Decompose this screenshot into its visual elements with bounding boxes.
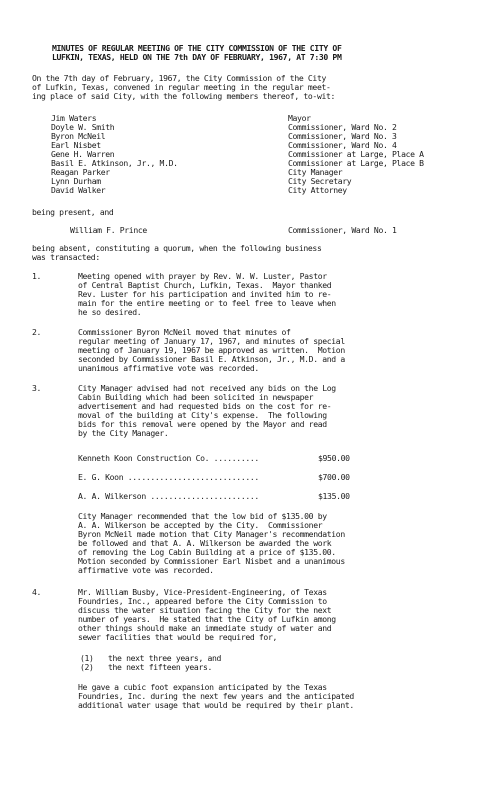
item-3-line: advertisement and had requested bids on the cost for re- <box>78 401 332 411</box>
member-name: Jim Waters <box>51 113 97 123</box>
member-title: City Manager <box>288 167 343 177</box>
item-number: 2. <box>32 327 42 337</box>
item-3-followup-line: be followed and that A. A. Wilkerson be awarded the work <box>78 538 332 548</box>
member-title: City Attorney <box>288 185 347 195</box>
item-1-line: main for the entire meeting or to feel free to leave when <box>78 298 336 308</box>
absent-member-name: William F. Prince <box>70 225 147 235</box>
member-title: City Secretary <box>288 176 352 186</box>
item-3-followup-line: of removing the Log Cabin Building at a price of $135.00. <box>78 547 336 557</box>
member-title: Commissioner, Ward No. 4 <box>288 140 397 150</box>
bid-amount: $950.00 <box>318 453 350 463</box>
bid-amount: $700.00 <box>318 472 350 482</box>
minutes-heading-line-1: MINUTES OF REGULAR MEETING OF THE CITY COMMISSION OF THE CITY OF <box>52 43 342 53</box>
quorum-line: being absent, constituting a quorum, when the following business <box>32 243 322 253</box>
member-title: Mayor <box>288 113 311 123</box>
item-1-line: he so desired. <box>78 307 142 317</box>
item-3-followup-line: Byron McNeil made motion that City Manager's recommendation <box>78 529 345 539</box>
item-4-tail-line: He gave a cubic foot expansion anticipated by the Texas <box>78 682 327 692</box>
item-2-line: unanimous affirmative vote was recorded. <box>78 363 259 373</box>
being-present-text: being present, and <box>32 207 114 217</box>
subitem-label: (2) <box>80 662 94 672</box>
member-title: Commissioner at Large, Place A <box>288 149 424 159</box>
subitem-text: the next three years, and <box>108 653 222 663</box>
member-name: David Walker <box>51 185 106 195</box>
item-4-line: other things should make an immediate study of water and <box>78 623 332 633</box>
intro-line: ing place of said City, with the following members thereof, to-wit: <box>32 91 336 101</box>
item-3-followup-line: City Manager recommended that the low bid of $135.00 by <box>78 511 327 521</box>
item-4-tail-line: additional water usage that would be required by their plant. <box>78 700 354 710</box>
item-4-line: sewer facilities that would be required for, <box>78 632 278 642</box>
intro-line: On the 7th day of February, 1967, the City Commission of the City <box>32 73 326 83</box>
subitem-label: (1) <box>80 653 94 663</box>
intro-line: of Lufkin, Texas, convened in regular meeting in the regular meet- <box>32 82 331 92</box>
member-name: Basil E. Atkinson, Jr., M.D. <box>51 158 178 168</box>
absent-member-title: Commissioner, Ward No. 1 <box>288 225 397 235</box>
member-name: Reagan Parker <box>51 167 110 177</box>
item-number: 3. <box>32 383 42 393</box>
member-name: Lynn Durham <box>51 176 101 186</box>
item-1-line: Rev. Luster for his participation and invited him to re- <box>78 289 332 299</box>
item-number: 4. <box>32 587 42 597</box>
member-name: Gene H. Warren <box>51 149 115 159</box>
bid-label: E. G. Koon ............................. <box>78 472 259 482</box>
item-3-followup-line: A. A. Wilkerson be accepted by the City. Commissioner <box>78 520 323 530</box>
item-2-line: regular meeting of January 17, 1967, and minutes of special <box>78 336 345 346</box>
item-4-tail-line: Foundries, Inc. during the next few years and the anticipated <box>78 691 354 701</box>
item-3-followup-line: affirmative vote was recorded. <box>78 565 214 575</box>
item-3-followup-line: Motion seconded by Commissioner Earl Nisbet and a unanimous <box>78 556 345 566</box>
item-1-line: Meeting opened with prayer by Rev. W. W. Luster, Pastor <box>78 271 327 281</box>
quorum-line: was transacted: <box>32 252 100 262</box>
member-name: Earl Nisbet <box>51 140 101 150</box>
item-number: 1. <box>32 271 42 281</box>
item-1-line: of Central Baptist Church, Lufkin, Texas. Mayor thanked <box>78 280 332 290</box>
member-name: Byron McNeil <box>51 131 106 141</box>
bid-label: A. A. Wilkerson ........................ <box>78 491 259 501</box>
item-2-line: Commissioner Byron McNeil moved that minutes of <box>78 327 291 337</box>
item-3-line: bids for this removal were opened by the Mayor and read <box>78 419 327 429</box>
member-title: Commissioner at Large, Place B <box>288 158 424 168</box>
member-title: Commissioner, Ward No. 3 <box>288 131 397 141</box>
item-2-line: meeting of January 19, 1967 be approved as written. Motion <box>78 345 345 355</box>
bid-label: Kenneth Koon Construction Co. .......... <box>78 453 259 463</box>
item-3-line: moval of the building at City's expense. The following <box>78 410 327 420</box>
item-4-line: Mr. William Busby, Vice-President-Engineering, of Texas <box>78 587 327 597</box>
member-name: Doyle W. Smith <box>51 122 115 132</box>
item-2-line: seconded by Commissioner Basil E. Atkinson, Jr., M.D. and a <box>78 354 345 364</box>
item-3-line: City Manager advised had not received any bids on the Log <box>78 383 336 393</box>
item-3-line: Cabin Building which had been solicited in newspaper <box>78 392 314 402</box>
item-4-line: number of years. He stated that the City of Lufkin among <box>78 614 336 624</box>
item-4-line: discuss the water situation facing the City for the next <box>78 605 332 615</box>
item-4-line: Foundries, Inc., appeared before the City Commission to <box>78 596 327 606</box>
minutes-heading-line-2: LUFKIN, TEXAS, HELD ON THE 7th DAY OF FEBRUARY, 1967, AT 7:30 PM <box>52 52 342 62</box>
item-3-line: by the City Manager. <box>78 428 169 438</box>
subitem-text: the next fifteen years. <box>108 662 213 672</box>
member-title: Commissioner, Ward No. 2 <box>288 122 397 132</box>
bid-amount: $135.00 <box>318 491 350 501</box>
